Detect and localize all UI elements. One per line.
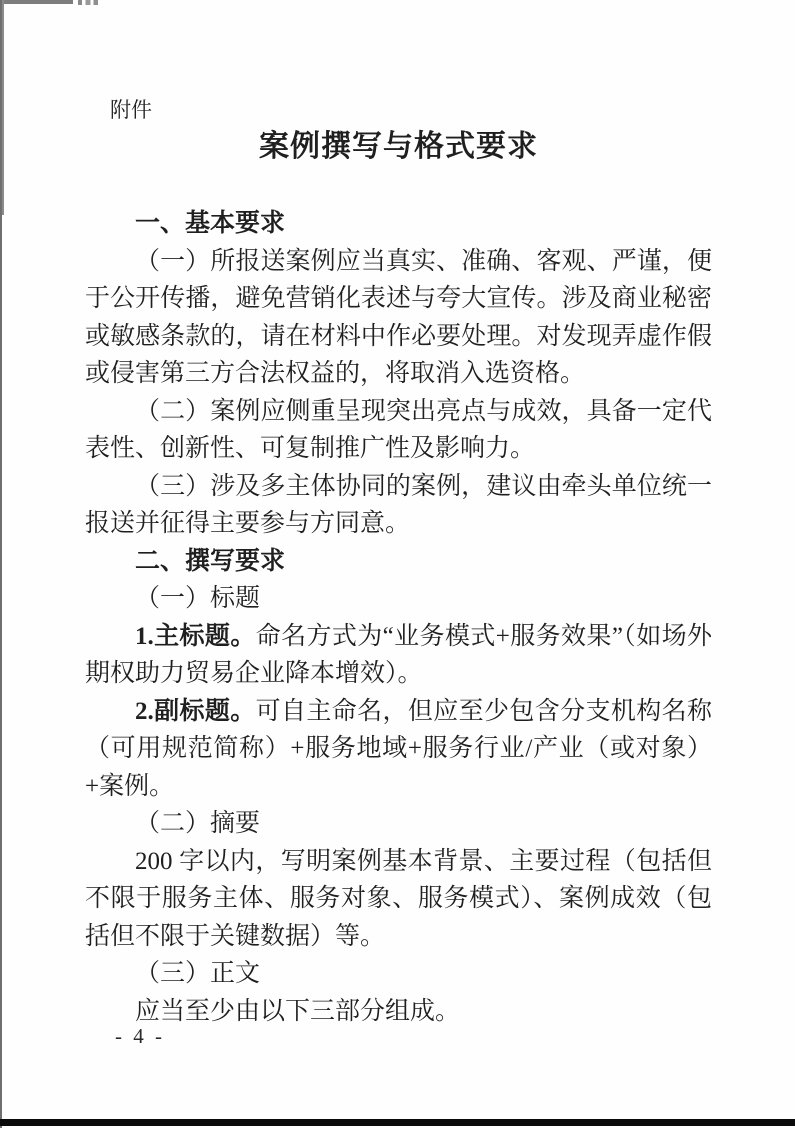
paragraph xyxy=(85,468,712,543)
sub-heading xyxy=(85,805,712,843)
section-heading-text: 一、基本要求 xyxy=(135,209,286,237)
paragraph-lead: 1.主标题。 xyxy=(135,622,256,650)
paragraph xyxy=(85,693,712,806)
page-number: - 4 - xyxy=(115,1024,165,1048)
sub-heading-text: （三）正文 xyxy=(135,960,261,987)
paragraph-text: 应当至少由以下三部分组成。 xyxy=(135,997,461,1025)
paragraph-text: （三）涉及多主体协同的案例，建议由牵头单位统一报送并征得主要参与方同意。 xyxy=(85,472,712,537)
scan-artifact-bottom-bar xyxy=(0,1119,795,1126)
paragraph xyxy=(85,993,712,1031)
paragraph-lead: 2.副标题。 xyxy=(135,697,256,725)
paragraph xyxy=(85,843,712,956)
sub-heading xyxy=(85,580,712,618)
paragraph xyxy=(85,393,712,468)
scan-artifact-top-marks xyxy=(78,0,98,5)
page-title: 案例撰写与格式要求 xyxy=(259,130,538,163)
document-body xyxy=(85,205,712,1030)
paragraph-text: 命名方式为“业务模式+服务效果”（如场外期权助力贸易企业降本增效）。 xyxy=(85,622,712,687)
paragraph-text: 可自主命名，但应至少包含分支机构名称（可用规范简称）+服务地域+服务行业/产业（或对象）+案例。 xyxy=(85,697,712,800)
section-heading xyxy=(85,543,712,581)
paragraph-text: （一）所报送案例应当真实、准确、客观、严谨，便于公开传播，避免营销化表述与夸大宣传。涉及商业秘密或敏感条款的，请在材料中作必要处理。对发现弄虚作假或侵害第三方合法权益的，将取消入选资格。 xyxy=(85,247,712,387)
sub-heading-text: （二）摘要 xyxy=(135,810,261,837)
scan-artifact-top-bar xyxy=(0,0,73,4)
attachment-label: 附件 xyxy=(110,98,152,122)
paragraph xyxy=(85,243,712,393)
paragraph xyxy=(85,618,712,693)
sub-heading-text: （一）标题 xyxy=(135,585,261,612)
paragraph-text: （二）案例应侧重呈现突出亮点与成效，具备一定代表性、创新性、可复制推广性及影响力。 xyxy=(85,397,712,462)
sub-heading xyxy=(85,955,712,993)
section-heading-text: 二、撰写要求 xyxy=(135,546,286,575)
scan-artifact-left-line xyxy=(0,0,2,1128)
paragraph-text: 200 字以内，写明案例基本背景、主要过程（包括但不限于服务主体、服务对象、服务模式）、案例成效（包括但不限于关键数据）等。 xyxy=(85,847,712,950)
section-heading xyxy=(85,205,712,243)
